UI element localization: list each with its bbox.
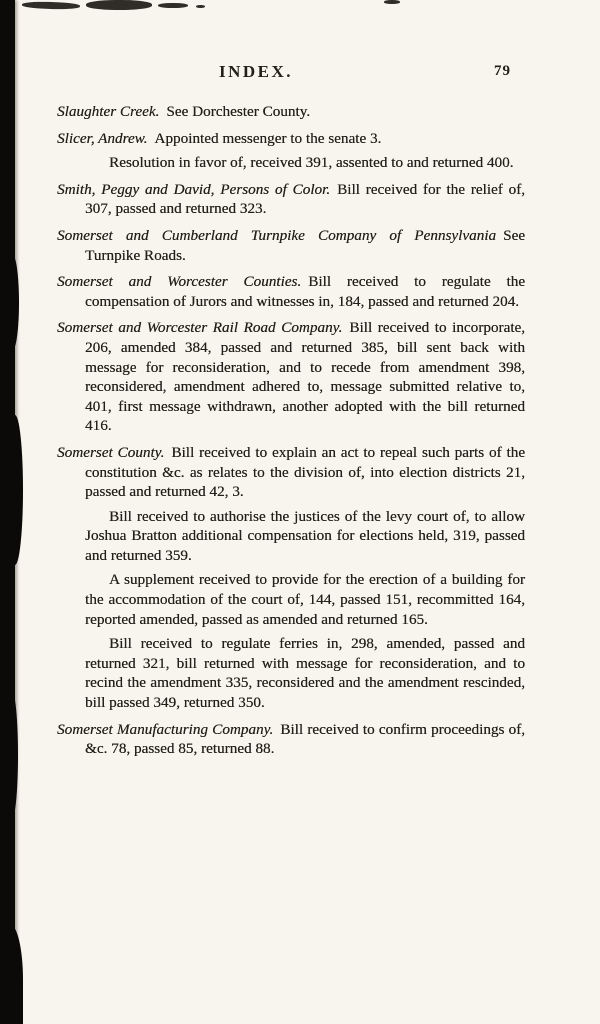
entry-first-paragraph (57, 720, 525, 759)
index-entry (57, 102, 525, 122)
index-entries (57, 102, 525, 759)
binding-blot (7, 415, 23, 565)
index-entry (57, 226, 525, 265)
binding-blot (5, 690, 18, 820)
entry-first-paragraph (57, 129, 525, 149)
ink-speck (384, 0, 400, 4)
entry-text: Appointed messenger to the senate 3. (154, 129, 382, 147)
entry-text: Bill received to confirm proceedings of, &c. 78, passed 85, returned 88. (85, 720, 525, 758)
entry-sub-paragraph: Resolution in favor of, received 391, assented to and returned 400. (109, 154, 514, 172)
entry-sub-paragraph: Bill received to authorise the justices of the levy court of, to allow Joshua Bratton additional compensation for elections held, 319, passed and returned 359. (85, 507, 525, 564)
entry-text: Bill received to regulate the compensation of Jurors and witnesses in, 184, passed and returned 204. (85, 273, 525, 310)
entry-first-paragraph (57, 443, 525, 502)
entry-term: Somerset and Cumberland Turnpike Company of Pennsylvania (57, 226, 497, 244)
entry-text: See Turnpike Roads. (85, 226, 525, 264)
page-number: 79 (494, 63, 511, 79)
entry-term: Somerset and Worcester Counties. (57, 273, 302, 291)
ink-speck (86, 0, 152, 10)
page-title: INDEX. (218, 62, 294, 81)
ink-speck (196, 5, 205, 8)
entry-text: See Dorchester County. (166, 103, 311, 120)
index-entry (57, 318, 525, 436)
entry-first-paragraph (57, 318, 525, 436)
entry-term: Somerset and Worcester Rail Road Company. (57, 319, 343, 337)
entry-first-paragraph (57, 226, 525, 265)
entry-term: Slicer, Andrew. (57, 129, 148, 147)
index-entry (57, 720, 525, 759)
page-content (57, 62, 525, 766)
binding-blot (6, 255, 19, 350)
index-entry (57, 129, 525, 173)
entry-term: Somerset County. (57, 443, 165, 461)
page-header (57, 62, 525, 88)
entry-term: Slaughter Creek. (57, 103, 160, 120)
ink-speck (158, 3, 188, 8)
ink-speck (22, 1, 80, 10)
entry-term: Somerset Manufacturing Company. (57, 720, 274, 738)
binding-blot (0, 925, 23, 1024)
entry-text: Bill received for the relief of, 307, passed and returned 323. (85, 180, 526, 218)
entry-text: Bill received to incorporate, 206, amended 384, passed and returned 385, bill sent back with message for reconsideration, and to recede from amendment 398, reconsidered, amendment adhered to, message submitted relative to, 401, first message withdrawn, another adopted with the bill returned 416. (85, 319, 525, 435)
entry-sub-paragraph: Bill received to regulate ferries in, 298, amended, passed and returned 321, bill returned with message for reconsideration, and to recind the amendment 335, reconsidered and the amendment rescinded, bill passed 349, returned 350. (85, 635, 525, 712)
entry-first-paragraph (57, 272, 525, 311)
index-entry (57, 180, 525, 219)
entry-term: Smith, Peggy and David, Persons of Color. (57, 180, 331, 198)
index-entry (57, 272, 525, 311)
entry-first-paragraph (57, 102, 525, 122)
entry-first-paragraph (57, 180, 525, 219)
index-entry (57, 443, 525, 713)
entry-text: Bill received to explain an act to repeal such parts of the constitution &c. as relates to the division of, into election districts 21, passed and returned 42, 3. (85, 443, 525, 501)
entry-sub-paragraph: A supplement received to provide for the erection of a building for the accommodation of the court of, 144, passed 151, recommitted 164, reported amended, passed as amended and returned 165. (85, 571, 525, 628)
